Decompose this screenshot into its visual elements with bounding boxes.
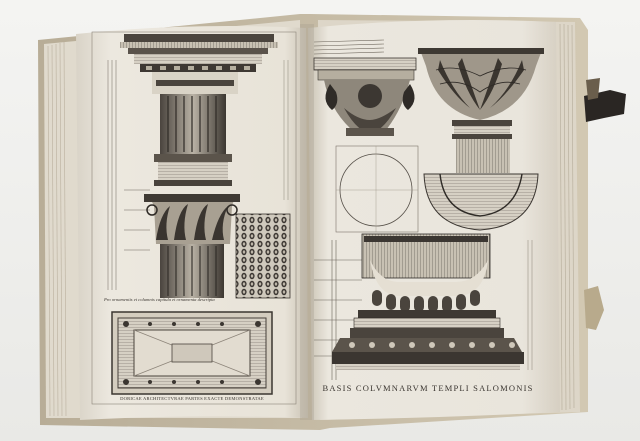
right-page-caption: BASIS COLVMNARVM TEMPLI SALOMONIS (322, 383, 534, 393)
gutter-shadow (300, 24, 314, 420)
left-page-caption: DORICAE ARCHITECTVRAE PARTES EXACTE DEMONSTRATAE (120, 396, 264, 401)
left-page-mid-caption: Pro ornamentis et columnis capitula et ornamenta descripta (104, 297, 215, 302)
